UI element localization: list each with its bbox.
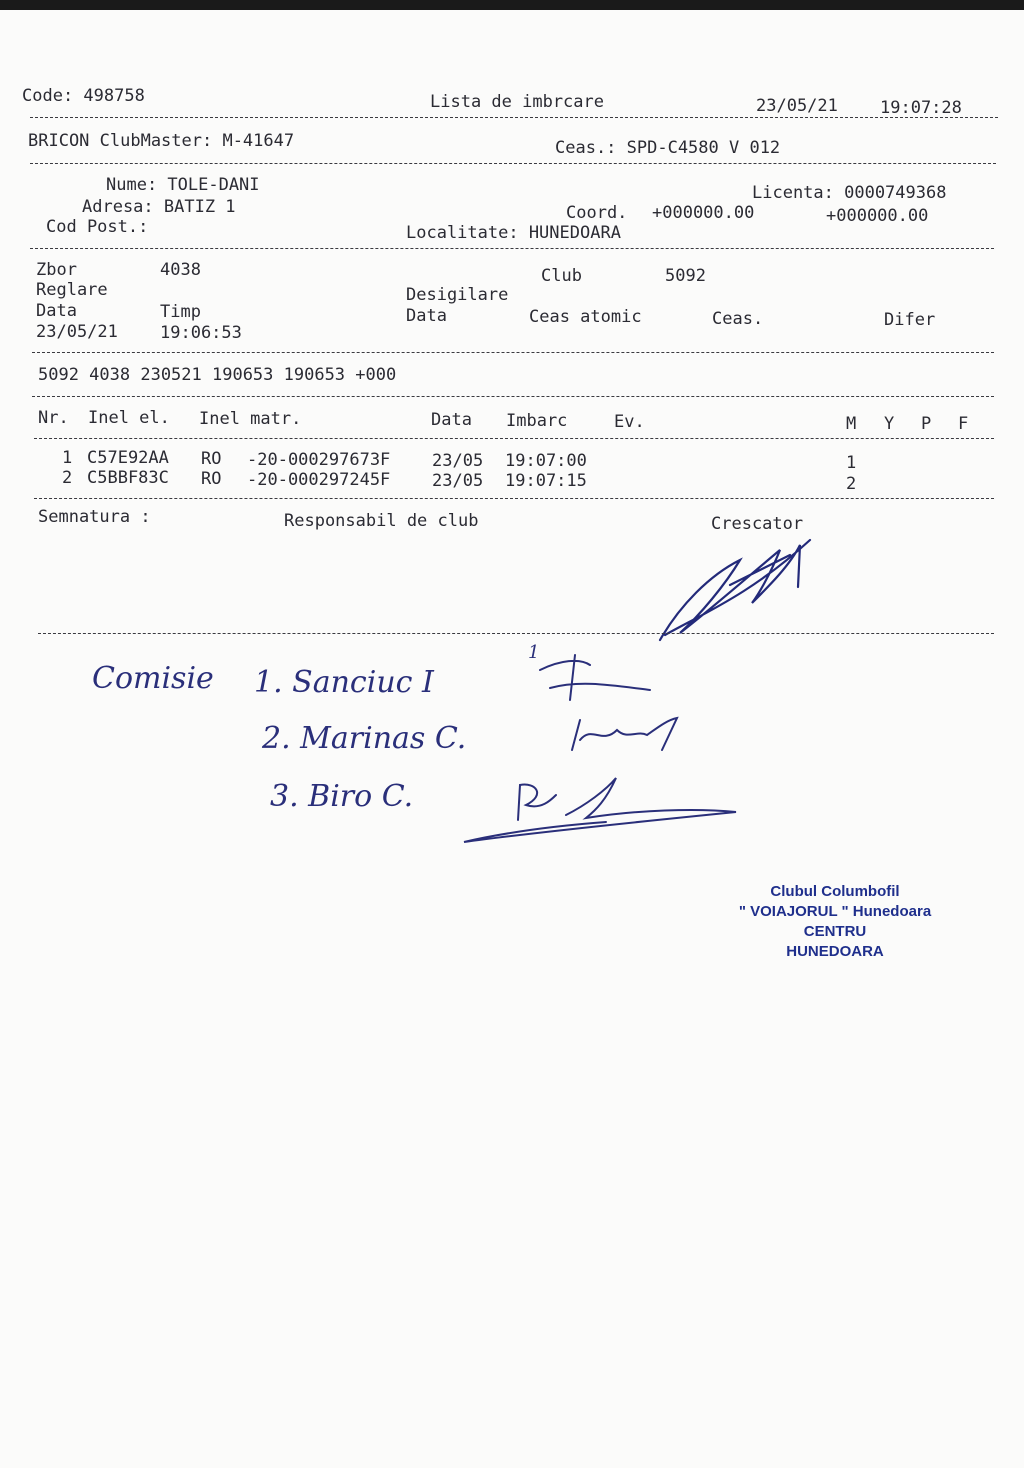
semnatura-label: Semnatura : bbox=[38, 507, 151, 527]
reglare-label: Reglare bbox=[36, 280, 108, 300]
col-m: M bbox=[846, 414, 857, 434]
signature-stroke bbox=[572, 718, 677, 750]
reglare-time: 19:06:53 bbox=[160, 323, 242, 343]
document-title: Lista de imbrcare bbox=[430, 92, 604, 112]
col-imbarc: Imbarc bbox=[506, 411, 568, 431]
coord-lon: +000000.00 bbox=[826, 206, 929, 226]
col-inel-matr: Inel matr. bbox=[199, 409, 302, 429]
col-f: F bbox=[958, 414, 969, 434]
zbor-value: 4038 bbox=[160, 260, 201, 280]
row-country: RO bbox=[201, 449, 222, 469]
club-value: 5092 bbox=[665, 266, 706, 286]
print-date: 23/05/21 bbox=[756, 96, 838, 116]
reglare-date: 23/05/21 bbox=[36, 322, 118, 342]
comisie-label: Comisie bbox=[92, 661, 214, 696]
desigilare-label: Desigilare bbox=[406, 285, 509, 305]
signature-stroke bbox=[660, 540, 810, 640]
handwritten-mark: 1 bbox=[528, 642, 540, 663]
commission-member-2: 2. Marinas C. bbox=[262, 721, 467, 756]
signature-stroke bbox=[540, 655, 650, 700]
club-stamp bbox=[700, 882, 970, 962]
code-label: Code: 498758 bbox=[22, 86, 145, 106]
data-label-2: Data bbox=[406, 306, 447, 326]
commission-member-3: 3. Biro C. bbox=[270, 779, 414, 814]
divider bbox=[30, 248, 994, 249]
commission-signature-3 bbox=[456, 770, 746, 850]
divider bbox=[38, 633, 994, 634]
commission-member-1: 1. Sanciuc I bbox=[254, 665, 434, 700]
col-p: P bbox=[921, 414, 932, 434]
ceas-label: Ceas. bbox=[712, 309, 764, 329]
owner-license: Licenta: 0000749368 bbox=[752, 183, 947, 203]
coord-label: Coord. bbox=[566, 203, 628, 223]
row-imbarc: 19:07:15 bbox=[505, 471, 587, 491]
col-ev: Ev. bbox=[614, 412, 645, 432]
row-nr: 1 bbox=[62, 448, 73, 468]
row-inel-matr: -20-000297673F bbox=[247, 450, 391, 470]
breeder-signature bbox=[640, 515, 840, 655]
divider bbox=[32, 352, 994, 353]
crescator-label: Crescator bbox=[711, 514, 804, 534]
ceas-atomic-label: Ceas atomic bbox=[529, 307, 642, 327]
divider bbox=[34, 438, 994, 439]
stamp-line-3: CENTRU bbox=[803, 923, 867, 940]
row-country: RO bbox=[201, 469, 222, 489]
system-id: BRICON ClubMaster: M-41647 bbox=[28, 131, 295, 151]
owner-address: Adresa: BATIZ 1 bbox=[82, 197, 236, 217]
row-inel-el: C5BBF83C bbox=[87, 468, 169, 488]
row-data: 23/05 bbox=[432, 471, 484, 491]
row-m: 2 bbox=[846, 474, 857, 494]
stamp-line-4: HUNEDOARA bbox=[786, 943, 884, 960]
divider bbox=[30, 163, 996, 164]
divider bbox=[30, 117, 998, 118]
row-data: 23/05 bbox=[432, 451, 484, 471]
row-nr: 2 bbox=[62, 468, 73, 488]
divider bbox=[34, 498, 994, 499]
signature-stroke bbox=[464, 778, 736, 842]
stamp-line-2: " VOIAJORUL " Hunedoara bbox=[738, 903, 932, 920]
coord-lat: +000000.00 bbox=[652, 203, 755, 223]
print-time: 19:07:28 bbox=[880, 98, 962, 118]
row-inel-matr: -20-000297245F bbox=[247, 470, 391, 490]
owner-name: Nume: TOLE-DANI bbox=[106, 175, 260, 195]
stamp-line-1: Clubul Columbofil bbox=[770, 883, 900, 900]
row-imbarc: 19:07:00 bbox=[505, 451, 587, 471]
col-y: Y bbox=[884, 414, 895, 434]
data-label: Data bbox=[36, 301, 77, 321]
owner-locality: Localitate: HUNEDOARA bbox=[406, 223, 621, 243]
col-nr: Nr. bbox=[38, 408, 69, 428]
commission-signature-1 bbox=[530, 650, 670, 710]
club-label: Club bbox=[541, 266, 582, 286]
owner-postal-code: Cod Post.: bbox=[46, 217, 149, 237]
document-page bbox=[0, 10, 1024, 1468]
clock-id: Ceas.: SPD-C4580 V 012 bbox=[555, 138, 781, 158]
responsabil-label: Responsabil de club bbox=[284, 511, 479, 531]
row-inel-el: C57E92AA bbox=[87, 448, 169, 468]
summary-line: 5092 4038 230521 190653 190653 +000 bbox=[38, 365, 397, 385]
difer-label: Difer bbox=[884, 310, 936, 330]
divider bbox=[32, 396, 994, 397]
commission-signature-2 bbox=[562, 710, 692, 760]
col-inel-el: Inel el. bbox=[88, 408, 170, 428]
col-data: Data bbox=[431, 410, 472, 430]
timp-label: Timp bbox=[160, 302, 201, 322]
row-m: 1 bbox=[846, 453, 857, 473]
zbor-label: Zbor bbox=[36, 260, 77, 280]
